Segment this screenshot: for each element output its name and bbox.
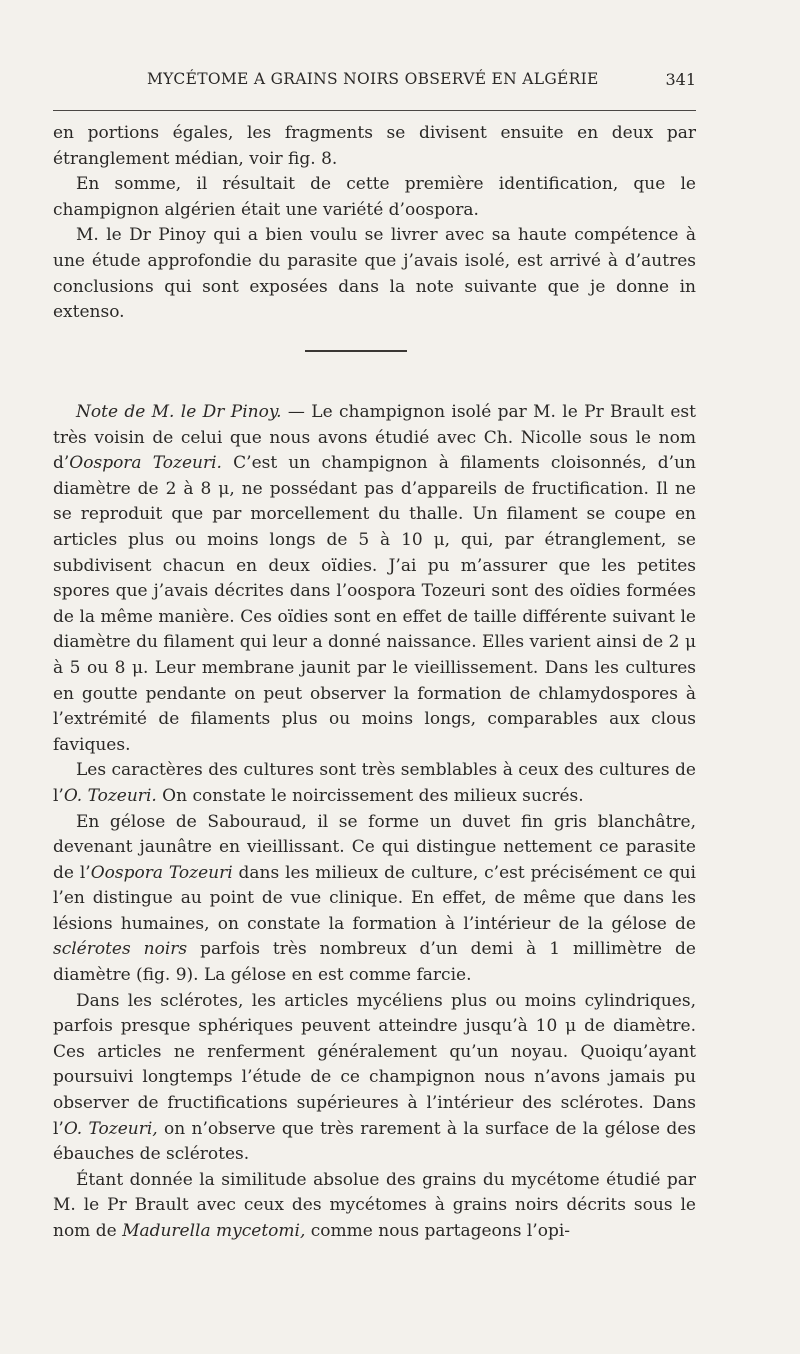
note-paragraph-1	[53, 400, 696, 758]
species-name: Oospora Tozeuri	[90, 862, 233, 883]
text-span: — Le champignon isolé par M. le Pr Brault est très voisin de celui que nous avons étudié avec Ch. Nicolle sous le nom d’	[53, 402, 696, 474]
text-span: on n’observe que très rarement à la surface de la gélose des ébauches de sclérotes.	[53, 1118, 696, 1165]
text-span: dans les milieux de culture, c’est précisément ce qui l’en distingue au point de vue clinique. En effet, de même que dans les lésions humaines, on constate la formation à l’intérieur de la gélose de	[53, 862, 696, 934]
intro-section	[53, 121, 696, 326]
running-title: MYCÉTOME A GRAINS NOIRS OBSERVÉ EN ALGÉRIE	[147, 70, 599, 88]
text-span: comme nous partageons l’opi-	[305, 1221, 571, 1241]
note-heading: Note de M. le Dr Pinoy.	[76, 402, 282, 422]
text-span: On constate le noircissement des milieux sucrés.	[156, 785, 584, 806]
paragraph-summary: En somme, il résultait de cette première identification, que le champignon algérien était une variété d’oospora.	[53, 174, 696, 220]
text-span: parfois très nombreux d’un demi à 1 millimètre de diamètre (fig. 9). La gélose en est comme farcie.	[53, 939, 696, 986]
species-name: Oospora Tozeuri.	[69, 453, 222, 474]
text-span: C’est un champignon à filaments cloisonnés, d’un diamètre de 2 à 8 μ, ne possédant pas d’appareils de fructification. Il ne se reproduit que par morcellement du thalle. Un filament se coupe en articles plus ou moins longs de 5 à 10 μ, qui, par étranglement, se subdivisent chacun en deux oïdies. J’ai pu m’assurer que les petites spores que j’avais décrites dans l’oospora Tozeuri sont des oïdies formées de la même manière. Ces oïdies sont en effet de taille différente suivant le diamètre du filament qui leur a donné naissance. Elles varient ainsi de 2 μ à 5 ou 8 μ. Leur membrane jaunit par le vieillissement. Dans les cultures en goutte pendante on peut observer la formation de chlamydospores à l’extrémité de filaments plus ou moins longs, comparables aux clous faviques.	[53, 453, 696, 755]
emphasis-term: sclérotes noirs	[53, 939, 188, 960]
note-section	[53, 400, 696, 1245]
page-number: 341	[665, 70, 696, 89]
running-head	[53, 70, 696, 98]
species-name: O. Tozeuri.	[63, 785, 157, 806]
note-paragraph-5	[53, 1168, 696, 1245]
text-span: Les caractères des cultures sont très semblables à ceux des cultures de l’	[53, 760, 696, 806]
text-span: Dans les sclérotes, les articles mycéliens plus ou moins cylindriques, parfois presque sphériques peuvent atteindre jusqu’à 10 μ de diamètre. Ces articles ne renferment généralement qu’un noyau. Quoiqu’ayant poursuivi longtemps l’étude de ce champignon nous n’avons jamais pu observer de fructifications supérieures à l’intérieur des sclérotes. Dans l’	[53, 990, 696, 1139]
species-name: O. Tozeuri,	[63, 1118, 158, 1139]
note-paragraph-4	[53, 989, 696, 1168]
text-span: En gélose de Sabouraud, il se forme un duvet fin gris blanchâtre, devenant jaunâtre en vieillissant. Ce qui distingue nettement ce parasite de l’	[53, 811, 696, 883]
paragraph-pinoy-intro: M. le Dr Pinoy qui a bien voulu se livrer avec sa haute compétence à une étude approfondie du parasite que j’avais isolé, est arrivé à d’autres conclusions qui sont exposées dans la note suivante que je donne in extenso.	[53, 225, 696, 323]
note-paragraph-2	[53, 758, 696, 809]
species-name: Madurella mycetomi,	[122, 1221, 306, 1241]
paragraph-continued: en portions égales, les fragments se divisent ensuite en deux par étranglement médian, voir fig. 8.	[53, 123, 696, 169]
note-paragraph-3	[53, 810, 696, 989]
section-separator-rule	[305, 350, 407, 352]
header-rule	[53, 110, 696, 111]
text-span: Étant donnée la similitude absolue des grains du mycétome étudié par M. le Pr Brault avec ceux des mycétomes à grains noirs décrits sous le nom de	[53, 1169, 696, 1241]
